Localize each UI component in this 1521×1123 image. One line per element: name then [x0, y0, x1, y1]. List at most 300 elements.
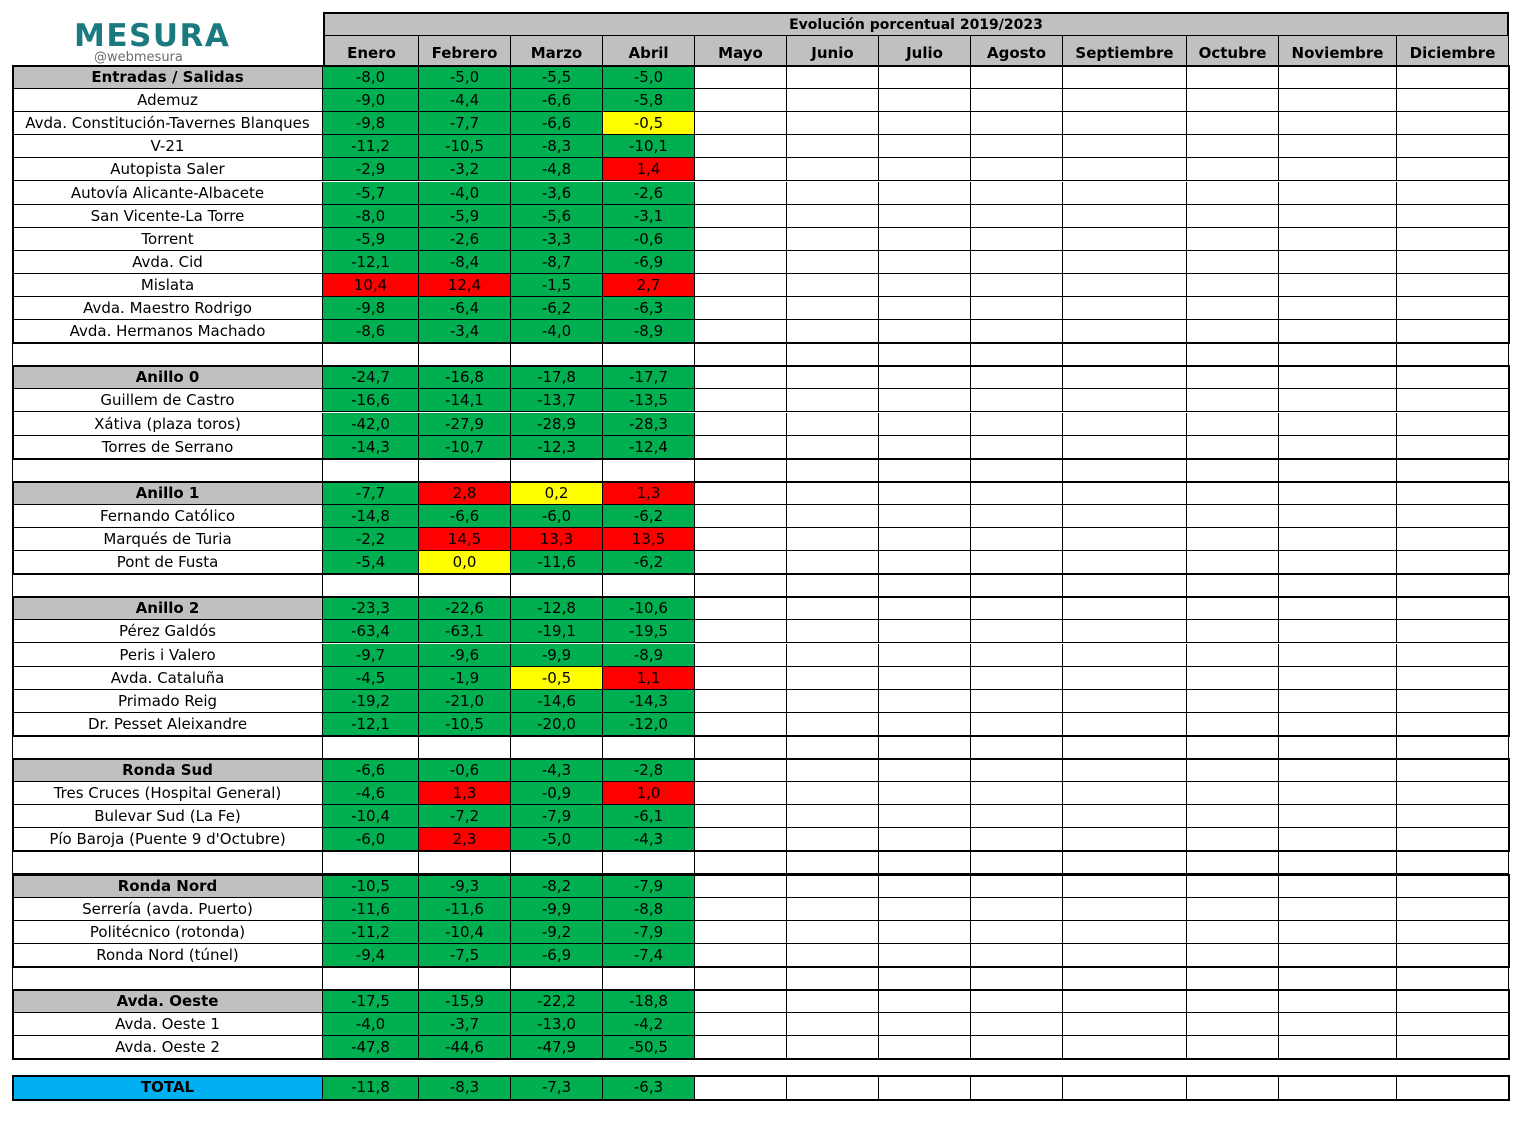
group-0-row-3-octubre-cell — [1187, 158, 1279, 181]
group-3-row-3-noviembre-cell — [1279, 690, 1397, 713]
group-1-row-0-julio-cell — [879, 389, 971, 412]
group-6-row-1-diciembre-cell — [1397, 1036, 1509, 1059]
group-5-row-0-label: Serrería (avda. Puerto) — [12, 898, 323, 921]
group-0-row-0-agosto-cell — [971, 89, 1063, 112]
spacer-cell — [419, 343, 511, 366]
group-6-row-1-febrero-cell: -44,6 — [419, 1036, 511, 1059]
group-0-row-5-enero-cell: -8,0 — [323, 205, 419, 228]
group-1-row-2-septiembre-cell — [1063, 436, 1187, 459]
group-5-row-2-noviembre-cell — [1279, 944, 1397, 967]
group-0-row-10-label: Avda. Hermanos Machado — [12, 320, 323, 343]
total-marzo-cell: -7,3 — [511, 1076, 603, 1100]
group-4-row-0-enero-cell: -4,6 — [323, 782, 419, 805]
group-3-row-1-marzo-cell: -9,9 — [511, 644, 603, 667]
group-3-febrero-cell: -22,6 — [419, 597, 511, 620]
group-1-noviembre-cell — [1279, 366, 1397, 389]
group-3-row-1-mayo-cell — [695, 644, 787, 667]
group-6-noviembre-cell — [1279, 990, 1397, 1013]
spacer-cell — [419, 459, 511, 482]
group-6-row-0-label: Avda. Oeste 1 — [12, 1013, 323, 1036]
group-6-row-1-junio-cell — [787, 1036, 879, 1059]
group-3-row-1-abril-cell: -8,9 — [603, 644, 695, 667]
month-header-febrero: Febrero — [419, 36, 511, 66]
group-3-row-0-abril-cell: -19,5 — [603, 620, 695, 643]
group-2-row-0-junio-cell — [787, 505, 879, 528]
spacer-cell — [695, 736, 787, 759]
group-1-diciembre-cell — [1397, 366, 1509, 389]
group-5-row-2-octubre-cell — [1187, 944, 1279, 967]
group-0-row-2-julio-cell — [879, 135, 971, 158]
group-6-agosto-cell — [971, 990, 1063, 1013]
group-0-row-3-enero-cell: -2,9 — [323, 158, 419, 181]
group-5-row-0-abril-cell: -8,8 — [603, 898, 695, 921]
spacer-cell — [1187, 736, 1279, 759]
group-0-row-2-septiembre-cell — [1063, 135, 1187, 158]
logo-brand: MESURA — [74, 18, 231, 54]
group-5-mayo-cell — [695, 875, 787, 898]
group-3-row-1-febrero-cell: -9,6 — [419, 644, 511, 667]
group-0-row-2-junio-cell — [787, 135, 879, 158]
group-5-row-1-enero-cell: -11,2 — [323, 921, 419, 944]
group-2-febrero-cell: 2,8 — [419, 482, 511, 505]
group-3-row-4-septiembre-cell — [1063, 713, 1187, 736]
spacer-cell — [879, 343, 971, 366]
group-1-row-2-agosto-cell — [971, 436, 1063, 459]
group-0-row-4-junio-cell — [787, 182, 879, 205]
group-0-row-8-abril-cell: 2,7 — [603, 274, 695, 297]
group-3-row-4-noviembre-cell — [1279, 713, 1397, 736]
group-0-row-10-noviembre-cell — [1279, 320, 1397, 343]
group-0-row-10-octubre-cell — [1187, 320, 1279, 343]
group-6-septiembre-cell — [1063, 990, 1187, 1013]
group-0-row-3-junio-cell — [787, 158, 879, 181]
group-4-row-0-marzo-cell: -0,9 — [511, 782, 603, 805]
group-1-julio-cell — [879, 366, 971, 389]
group-3-row-0-octubre-cell — [1187, 620, 1279, 643]
group-0-row-7-abril-cell: -6,9 — [603, 251, 695, 274]
group-5-row-0-junio-cell — [787, 898, 879, 921]
group-0-row-9-noviembre-cell — [1279, 297, 1397, 320]
spacer-cell — [511, 736, 603, 759]
group-6-row-0-julio-cell — [879, 1013, 971, 1036]
group-4-row-1-noviembre-cell — [1279, 805, 1397, 828]
group-5-row-0-mayo-cell — [695, 898, 787, 921]
month-header-agosto: Agosto — [971, 36, 1063, 66]
group-3-row-0-enero-cell: -63,4 — [323, 620, 419, 643]
group-4-row-1-label: Bulevar Sud (La Fe) — [12, 805, 323, 828]
month-header-marzo: Marzo — [511, 36, 603, 66]
spacer-cell — [1279, 736, 1397, 759]
group-3-row-3-label: Primado Reig — [12, 690, 323, 713]
group-0-row-9-septiembre-cell — [1063, 297, 1187, 320]
group-2-row-0-mayo-cell — [695, 505, 787, 528]
group-3-julio-cell — [879, 597, 971, 620]
group-1-row-1-marzo-cell: -28,9 — [511, 413, 603, 436]
group-0-row-4-julio-cell — [879, 182, 971, 205]
group-2-row-2-octubre-cell — [1187, 551, 1279, 574]
group-3-row-2-febrero-cell: -1,9 — [419, 667, 511, 690]
group-6-row-1-octubre-cell — [1187, 1036, 1279, 1059]
group-2-septiembre-cell — [1063, 482, 1187, 505]
group-0-row-8-junio-cell — [787, 274, 879, 297]
total-febrero-cell: -8,3 — [419, 1076, 511, 1100]
month-header-septiembre: Septiembre — [1063, 36, 1187, 66]
group-4-row-2-octubre-cell — [1187, 828, 1279, 851]
group-3-row-4-febrero-cell: -10,5 — [419, 713, 511, 736]
group-0-row-10-marzo-cell: -4,0 — [511, 320, 603, 343]
group-6-row-0-septiembre-cell — [1063, 1013, 1187, 1036]
group-2-row-0-septiembre-cell — [1063, 505, 1187, 528]
group-3-row-1-julio-cell — [879, 644, 971, 667]
group-1-label: Anillo 0 — [12, 366, 323, 389]
group-4-julio-cell — [879, 759, 971, 782]
group-4-octubre-cell — [1187, 759, 1279, 782]
group-0-row-6-agosto-cell — [971, 228, 1063, 251]
group-0-row-6-mayo-cell — [695, 228, 787, 251]
group-2-row-2-marzo-cell: -11,6 — [511, 551, 603, 574]
group-4-row-0-febrero-cell: 1,3 — [419, 782, 511, 805]
group-0-row-3-abril-cell: 1,4 — [603, 158, 695, 181]
group-0-row-1-mayo-cell — [695, 112, 787, 135]
group-3-row-2-marzo-cell: -0,5 — [511, 667, 603, 690]
group-1-row-2-mayo-cell — [695, 436, 787, 459]
group-0-row-5-mayo-cell — [695, 205, 787, 228]
month-header-abril: Abril — [603, 36, 695, 66]
group-3-row-1-noviembre-cell — [1279, 644, 1397, 667]
group-4-row-1-octubre-cell — [1187, 805, 1279, 828]
spacer-cell — [1397, 967, 1509, 990]
month-header-enero: Enero — [323, 36, 419, 66]
group-1-row-0-noviembre-cell — [1279, 389, 1397, 412]
group-4-row-0-label: Tres Cruces (Hospital General) — [12, 782, 323, 805]
spacer-cell — [787, 459, 879, 482]
group-2-junio-cell — [787, 482, 879, 505]
spacer-cell — [695, 967, 787, 990]
group-0-row-2-label: V-21 — [12, 135, 323, 158]
group-4-row-0-septiembre-cell — [1063, 782, 1187, 805]
group-1-row-1-agosto-cell — [971, 413, 1063, 436]
group-3-row-4-agosto-cell — [971, 713, 1063, 736]
spacer-cell — [695, 851, 787, 874]
group-0-row-7-junio-cell — [787, 251, 879, 274]
group-2-row-1-marzo-cell: 13,3 — [511, 528, 603, 551]
group-3-row-2-enero-cell: -4,5 — [323, 667, 419, 690]
group-1-row-2-diciembre-cell — [1397, 436, 1509, 459]
group-0-row-10-agosto-cell — [971, 320, 1063, 343]
group-0-row-1-febrero-cell: -7,7 — [419, 112, 511, 135]
group-2-row-0-abril-cell: -6,2 — [603, 505, 695, 528]
group-0-row-9-enero-cell: -9,8 — [323, 297, 419, 320]
group-0-row-2-abril-cell: -10,1 — [603, 135, 695, 158]
spacer-cell — [511, 967, 603, 990]
group-2-row-2-agosto-cell — [971, 551, 1063, 574]
group-0-row-8-noviembre-cell — [1279, 274, 1397, 297]
group-0-row-4-septiembre-cell — [1063, 182, 1187, 205]
group-1-row-1-febrero-cell: -27,9 — [419, 413, 511, 436]
total-label: TOTAL — [12, 1076, 323, 1100]
group-3-agosto-cell — [971, 597, 1063, 620]
group-1-row-1-octubre-cell — [1187, 413, 1279, 436]
group-0-marzo-cell: -5,5 — [511, 66, 603, 89]
spacer-cell — [323, 967, 419, 990]
group-4-row-2-mayo-cell — [695, 828, 787, 851]
group-5-row-1-septiembre-cell — [1063, 921, 1187, 944]
group-2-row-1-abril-cell: 13,5 — [603, 528, 695, 551]
group-1-row-2-febrero-cell: -10,7 — [419, 436, 511, 459]
group-5-row-1-noviembre-cell — [1279, 921, 1397, 944]
group-2-row-2-junio-cell — [787, 551, 879, 574]
group-0-row-1-junio-cell — [787, 112, 879, 135]
group-5-noviembre-cell — [1279, 875, 1397, 898]
group-0-row-4-enero-cell: -5,7 — [323, 182, 419, 205]
total-enero-cell: -11,8 — [323, 1076, 419, 1100]
group-1-row-0-enero-cell: -16,6 — [323, 389, 419, 412]
group-0-row-5-abril-cell: -3,1 — [603, 205, 695, 228]
group-5-row-0-agosto-cell — [971, 898, 1063, 921]
group-1-junio-cell — [787, 366, 879, 389]
spacer-cell — [419, 574, 511, 597]
group-4-row-1-septiembre-cell — [1063, 805, 1187, 828]
group-1-row-2-julio-cell — [879, 436, 971, 459]
spacer-cell — [1397, 459, 1509, 482]
spacer-cell — [419, 967, 511, 990]
group-2-row-1-junio-cell — [787, 528, 879, 551]
group-0-octubre-cell — [1187, 66, 1279, 89]
spacer-cell — [1063, 574, 1187, 597]
group-3-row-3-abril-cell: -14,3 — [603, 690, 695, 713]
group-0-row-5-febrero-cell: -5,9 — [419, 205, 511, 228]
group-5-row-2-abril-cell: -7,4 — [603, 944, 695, 967]
group-4-row-2-junio-cell — [787, 828, 879, 851]
group-3-row-3-diciembre-cell — [1397, 690, 1509, 713]
spacer-cell — [971, 736, 1063, 759]
group-3-row-4-enero-cell: -12,1 — [323, 713, 419, 736]
group-0-row-0-marzo-cell: -6,6 — [511, 89, 603, 112]
month-header-junio: Junio — [787, 36, 879, 66]
group-0-row-7-label: Avda. Cid — [12, 251, 323, 274]
group-0-row-5-diciembre-cell — [1397, 205, 1509, 228]
group-0-row-10-enero-cell: -8,6 — [323, 320, 419, 343]
group-3-row-3-mayo-cell — [695, 690, 787, 713]
group-0-row-6-febrero-cell: -2,6 — [419, 228, 511, 251]
spacer-cell — [1397, 851, 1509, 874]
total-diciembre-cell — [1397, 1076, 1509, 1100]
group-4-febrero-cell: -0,6 — [419, 759, 511, 782]
spacer-cell — [603, 736, 695, 759]
group-2-row-2-diciembre-cell — [1397, 551, 1509, 574]
total-abril-cell: -6,3 — [603, 1076, 695, 1100]
group-3-row-2-octubre-cell — [1187, 667, 1279, 690]
group-0-row-5-marzo-cell: -5,6 — [511, 205, 603, 228]
group-1-row-0-abril-cell: -13,5 — [603, 389, 695, 412]
group-1-row-1-septiembre-cell — [1063, 413, 1187, 436]
group-4-row-2-label: Pío Baroja (Puente 9 d'Octubre) — [12, 828, 323, 851]
group-3-row-0-marzo-cell: -19,1 — [511, 620, 603, 643]
group-6-julio-cell — [879, 990, 971, 1013]
group-6-row-1-abril-cell: -50,5 — [603, 1036, 695, 1059]
group-1-row-1-noviembre-cell — [1279, 413, 1397, 436]
group-5-julio-cell — [879, 875, 971, 898]
group-5-row-2-junio-cell — [787, 944, 879, 967]
spacer-cell — [1063, 736, 1187, 759]
group-0-row-1-septiembre-cell — [1063, 112, 1187, 135]
group-3-row-0-diciembre-cell — [1397, 620, 1509, 643]
group-3-row-2-septiembre-cell — [1063, 667, 1187, 690]
group-0-row-6-label: Torrent — [12, 228, 323, 251]
group-5-row-1-mayo-cell — [695, 921, 787, 944]
group-5-row-2-mayo-cell — [695, 944, 787, 967]
group-0-row-6-octubre-cell — [1187, 228, 1279, 251]
group-4-septiembre-cell — [1063, 759, 1187, 782]
spacer-cell — [511, 343, 603, 366]
group-5-row-1-agosto-cell — [971, 921, 1063, 944]
group-6-row-1-noviembre-cell — [1279, 1036, 1397, 1059]
group-0-row-0-label: Ademuz — [12, 89, 323, 112]
group-0-row-8-marzo-cell: -1,5 — [511, 274, 603, 297]
group-0-row-10-junio-cell — [787, 320, 879, 343]
group-0-row-8-septiembre-cell — [1063, 274, 1187, 297]
group-1-agosto-cell — [971, 366, 1063, 389]
group-0-row-6-abril-cell: -0,6 — [603, 228, 695, 251]
group-4-noviembre-cell — [1279, 759, 1397, 782]
group-0-row-7-noviembre-cell — [1279, 251, 1397, 274]
group-3-row-2-mayo-cell — [695, 667, 787, 690]
group-4-row-1-febrero-cell: -7,2 — [419, 805, 511, 828]
group-4-row-2-abril-cell: -4,3 — [603, 828, 695, 851]
group-0-row-1-agosto-cell — [971, 112, 1063, 135]
group-1-row-1-diciembre-cell — [1397, 413, 1509, 436]
group-0-row-3-septiembre-cell — [1063, 158, 1187, 181]
group-3-row-4-abril-cell: -12,0 — [603, 713, 695, 736]
group-6-row-1-enero-cell: -47,8 — [323, 1036, 419, 1059]
group-1-septiembre-cell — [1063, 366, 1187, 389]
group-3-row-3-junio-cell — [787, 690, 879, 713]
group-3-row-2-julio-cell — [879, 667, 971, 690]
spacer-cell — [971, 967, 1063, 990]
group-0-row-1-julio-cell — [879, 112, 971, 135]
group-4-row-0-diciembre-cell — [1397, 782, 1509, 805]
group-4-enero-cell: -6,6 — [323, 759, 419, 782]
month-header-noviembre: Noviembre — [1279, 36, 1397, 66]
group-0-row-9-febrero-cell: -6,4 — [419, 297, 511, 320]
group-1-row-0-septiembre-cell — [1063, 389, 1187, 412]
group-0-row-2-octubre-cell — [1187, 135, 1279, 158]
total-junio-cell — [787, 1076, 879, 1100]
group-6-row-1-mayo-cell — [695, 1036, 787, 1059]
spacer-cell — [603, 459, 695, 482]
spacer-cell — [695, 574, 787, 597]
group-5-row-0-enero-cell: -11,6 — [323, 898, 419, 921]
group-0-row-9-marzo-cell: -6,2 — [511, 297, 603, 320]
spacer-row — [12, 736, 323, 759]
group-0-row-5-noviembre-cell — [1279, 205, 1397, 228]
group-0-row-10-mayo-cell — [695, 320, 787, 343]
group-1-row-0-diciembre-cell — [1397, 389, 1509, 412]
group-3-label: Anillo 2 — [12, 597, 323, 620]
group-3-row-1-enero-cell: -9,7 — [323, 644, 419, 667]
group-0-row-5-octubre-cell — [1187, 205, 1279, 228]
spacer-cell — [1063, 967, 1187, 990]
group-5-febrero-cell: -9,3 — [419, 875, 511, 898]
group-3-row-1-agosto-cell — [971, 644, 1063, 667]
group-2-row-1-mayo-cell — [695, 528, 787, 551]
group-2-abril-cell: 1,3 — [603, 482, 695, 505]
group-0-row-9-label: Avda. Maestro Rodrigo — [12, 297, 323, 320]
group-1-row-1-enero-cell: -42,0 — [323, 413, 419, 436]
group-0-row-8-agosto-cell — [971, 274, 1063, 297]
group-0-row-9-octubre-cell — [1187, 297, 1279, 320]
group-0-noviembre-cell — [1279, 66, 1397, 89]
spacer-cell — [879, 459, 971, 482]
spacer-cell — [1187, 574, 1279, 597]
total-octubre-cell — [1187, 1076, 1279, 1100]
group-5-row-2-septiembre-cell — [1063, 944, 1187, 967]
group-3-row-0-junio-cell — [787, 620, 879, 643]
month-header-octubre: Octubre — [1187, 36, 1279, 66]
group-1-row-0-marzo-cell: -13,7 — [511, 389, 603, 412]
group-3-row-4-label: Dr. Pesset Aleixandre — [12, 713, 323, 736]
group-0-row-9-abril-cell: -6,3 — [603, 297, 695, 320]
group-6-junio-cell — [787, 990, 879, 1013]
group-0-julio-cell — [879, 66, 971, 89]
group-4-row-1-enero-cell: -10,4 — [323, 805, 419, 828]
group-5-agosto-cell — [971, 875, 1063, 898]
group-6-row-0-octubre-cell — [1187, 1013, 1279, 1036]
group-5-row-0-noviembre-cell — [1279, 898, 1397, 921]
group-2-row-2-label: Pont de Fusta — [12, 551, 323, 574]
spacer-cell — [695, 343, 787, 366]
group-5-octubre-cell — [1187, 875, 1279, 898]
group-1-row-0-agosto-cell — [971, 389, 1063, 412]
group-6-row-1-agosto-cell — [971, 1036, 1063, 1059]
group-2-mayo-cell — [695, 482, 787, 505]
group-3-row-1-label: Peris i Valero — [12, 644, 323, 667]
mesura-logo — [12, 8, 322, 64]
group-3-junio-cell — [787, 597, 879, 620]
group-5-enero-cell: -10,5 — [323, 875, 419, 898]
group-3-octubre-cell — [1187, 597, 1279, 620]
group-0-row-0-abril-cell: -5,8 — [603, 89, 695, 112]
group-4-row-1-abril-cell: -6,1 — [603, 805, 695, 828]
group-6-row-0-mayo-cell — [695, 1013, 787, 1036]
group-0-row-5-septiembre-cell — [1063, 205, 1187, 228]
group-3-enero-cell: -23,3 — [323, 597, 419, 620]
group-6-mayo-cell — [695, 990, 787, 1013]
group-0-row-7-enero-cell: -12,1 — [323, 251, 419, 274]
group-1-row-2-abril-cell: -12,4 — [603, 436, 695, 459]
group-3-row-1-octubre-cell — [1187, 644, 1279, 667]
spacer-cell — [787, 343, 879, 366]
group-3-row-3-octubre-cell — [1187, 690, 1279, 713]
group-0-row-5-agosto-cell — [971, 205, 1063, 228]
group-5-row-0-marzo-cell: -9,9 — [511, 898, 603, 921]
group-0-row-8-mayo-cell — [695, 274, 787, 297]
group-5-row-1-junio-cell — [787, 921, 879, 944]
group-0-row-4-abril-cell: -2,6 — [603, 182, 695, 205]
group-2-row-2-enero-cell: -5,4 — [323, 551, 419, 574]
spacer-cell — [1279, 574, 1397, 597]
spacer-cell — [1063, 851, 1187, 874]
group-0-row-7-octubre-cell — [1187, 251, 1279, 274]
group-0-row-4-label: Autovía Alicante-Albacete — [12, 182, 323, 205]
total-mayo-cell — [695, 1076, 787, 1100]
group-0-row-1-marzo-cell: -6,6 — [511, 112, 603, 135]
group-6-row-1-marzo-cell: -47,9 — [511, 1036, 603, 1059]
group-3-row-2-diciembre-cell — [1397, 667, 1509, 690]
group-4-diciembre-cell — [1397, 759, 1509, 782]
group-6-abril-cell: -18,8 — [603, 990, 695, 1013]
group-0-row-4-marzo-cell: -3,6 — [511, 182, 603, 205]
